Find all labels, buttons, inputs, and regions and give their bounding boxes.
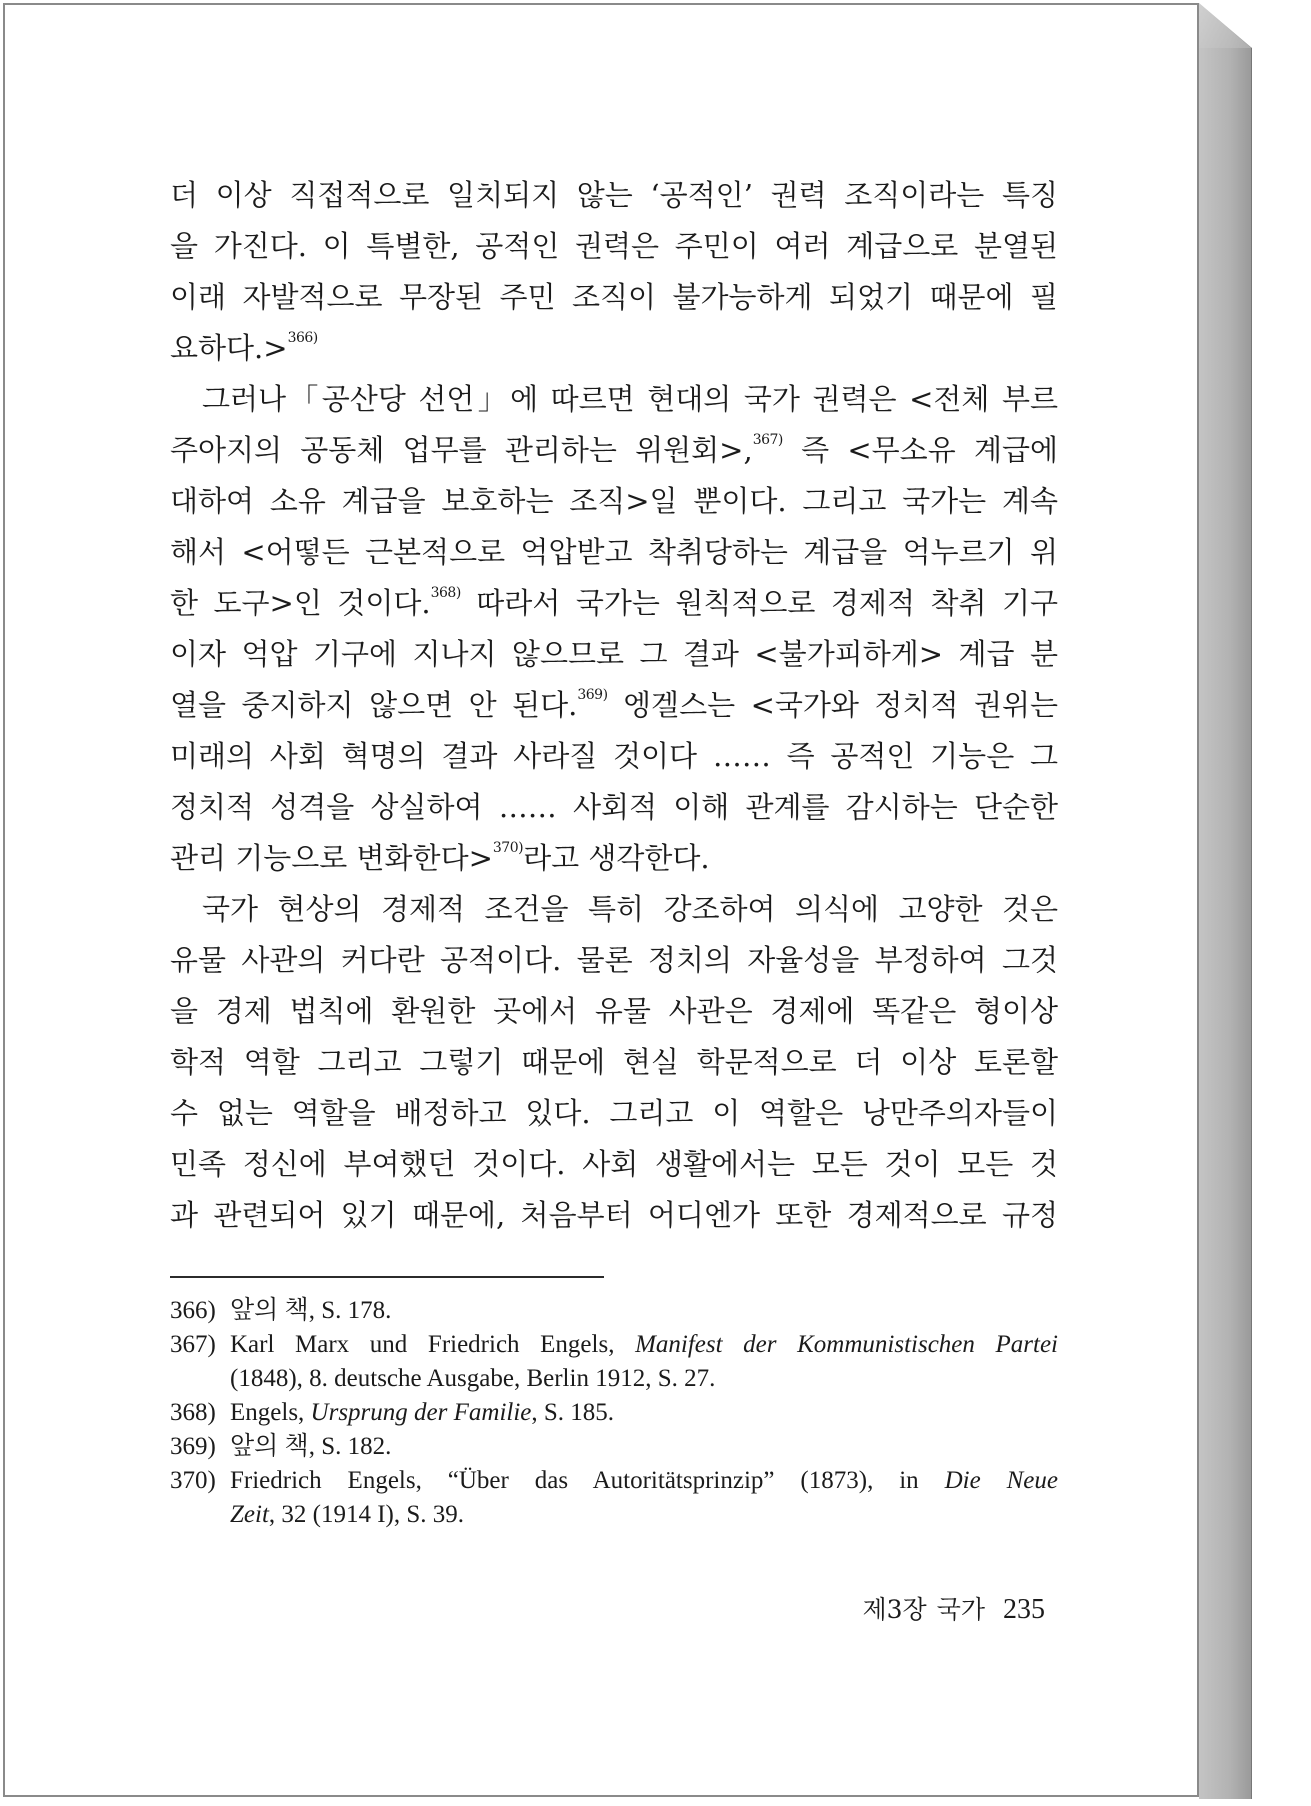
chapter-label: 제3장 bbox=[862, 1595, 927, 1624]
footnote-number: 366) bbox=[170, 1297, 216, 1324]
text-line: 유물 사관의 커다란 공적이다. 물론 정치의 자율성을 부정하여 그것 bbox=[170, 943, 1058, 977]
footnote-ref-369: 369) bbox=[577, 687, 608, 703]
footnote-title: Die Neue bbox=[944, 1467, 1058, 1494]
footnote-line bbox=[230, 1498, 1058, 1532]
footnote-367 bbox=[170, 1328, 1058, 1396]
text-fragment: 열을 중지하지 않으면 안 된다. bbox=[170, 688, 578, 722]
body-text bbox=[170, 170, 1058, 1241]
footnote-370 bbox=[170, 1464, 1058, 1532]
text-line bbox=[170, 884, 1058, 935]
footnote-text bbox=[230, 1396, 1058, 1430]
text-fragment: 그러나「공산당 선언」에 따르면 현대의 국가 권력은 <전체 부르 bbox=[202, 382, 1058, 416]
text-line: 이자 억압 기구에 지나지 않으므로 그 결과 <불가피하게> 계급 분 bbox=[170, 637, 1058, 671]
text-fragment: 라고 생각한다. bbox=[523, 841, 710, 875]
page-number: 235 bbox=[1003, 1594, 1045, 1625]
footnote-number: 369) bbox=[170, 1433, 216, 1460]
text-line: 과 관련되어 있기 때문에, 처음부터 어디엔가 또한 경제적으로 규정 bbox=[170, 1198, 1058, 1232]
footnote-title: Ursprung der Familie bbox=[310, 1399, 532, 1426]
text-line: 정치적 성격을 상실하여 …… 사회적 이해 관계를 감시하는 단순한 bbox=[170, 790, 1058, 824]
footnote-text: 앞의 책, S. 178. bbox=[230, 1297, 392, 1324]
footnote-ref-366: 366) bbox=[287, 330, 318, 346]
footnotes bbox=[170, 1294, 1058, 1532]
footnote-number: 367) bbox=[170, 1331, 216, 1358]
text-line: 민족 정신에 부여했던 것이다. 사회 생활에서는 모든 것이 모든 것 bbox=[170, 1147, 1058, 1181]
footnote-369 bbox=[170, 1430, 1058, 1464]
footnote-title: Zeit bbox=[230, 1501, 269, 1528]
text-line: 해서 <어떻든 근본적으로 억압받고 착취당하는 계급을 억누르기 위 bbox=[170, 535, 1058, 569]
book-spine-top bbox=[1199, 3, 1251, 49]
text-line bbox=[170, 374, 1058, 425]
text-line: 더 이상 직접적으로 일치되지 않는 ‘공적인’ 권력 조직이라는 특징 bbox=[170, 178, 1058, 212]
text-line: 을 경제 법칙에 환원한 곳에서 유물 사관은 경제에 똑같은 형이상 bbox=[170, 994, 1058, 1028]
text-fragment: 한 도구>인 것이다. bbox=[170, 586, 431, 620]
text-line: 학적 역할 그리고 그렇기 때문에 현실 학문적으로 더 이상 토론할 bbox=[170, 1045, 1058, 1079]
footnote-line bbox=[230, 1328, 1058, 1362]
chapter-title: 국가 bbox=[936, 1595, 985, 1624]
paragraph-2 bbox=[170, 374, 1058, 884]
footnote-368 bbox=[170, 1396, 1058, 1430]
paragraph-3 bbox=[170, 884, 1058, 1241]
footnote-separator bbox=[170, 1276, 604, 1278]
text-line: 수 없는 역할을 배정하고 있다. 그리고 이 역할은 낭만주의자들이 bbox=[170, 1096, 1058, 1130]
footnote-fragment: Engels, bbox=[230, 1399, 311, 1426]
text-fragment: 관리 기능으로 변화한다> bbox=[170, 841, 493, 875]
footnote-ref-367: 367) bbox=[752, 432, 783, 448]
footnote-title: Manifest der Kommunistischen Partei bbox=[635, 1331, 1058, 1358]
footnote-fragment: , S. 185. bbox=[531, 1399, 615, 1426]
text-fragment: 즉 <무소유 계급에 bbox=[782, 433, 1058, 467]
footnote-ref-368: 368) bbox=[430, 585, 461, 601]
text-line bbox=[170, 425, 1058, 476]
text-line bbox=[170, 578, 1058, 629]
text-fragment: 주아지의 공동체 업무를 관리하는 위원회>, bbox=[170, 433, 753, 467]
footnote-fragment: Friedrich Engels, “Über das Autoritätsprinzip” (1873), in bbox=[230, 1467, 945, 1494]
book-spine bbox=[1199, 3, 1252, 1799]
footnote-text: 앞의 책, S. 182. bbox=[230, 1433, 392, 1460]
footnote-fragment: , 32 (1914 I), S. 39. bbox=[268, 1501, 465, 1528]
text-line: 미래의 사회 혁명의 결과 사라질 것이다 …… 즉 공적인 기능은 그 bbox=[170, 739, 1058, 773]
footnote-number: 368) bbox=[170, 1399, 216, 1426]
footnote-text bbox=[230, 1328, 1058, 1396]
text-line bbox=[170, 833, 1058, 884]
footnote-text bbox=[230, 1464, 1058, 1532]
text-line: 을 가진다. 이 특별한, 공적인 권력은 주민이 여러 계급으로 분열된 bbox=[170, 229, 1058, 263]
text-fragment: 따라서 국가는 원칙적으로 경제적 착취 기구 bbox=[460, 586, 1058, 620]
footnote-fragment: Karl Marx und Friedrich Engels, bbox=[230, 1331, 636, 1358]
footnote-line: (1848), 8. deutsche Ausgabe, Berlin 1912, S. 27. bbox=[230, 1365, 716, 1392]
footnote-ref-370: 370) bbox=[492, 840, 524, 856]
footnote-366 bbox=[170, 1294, 1058, 1328]
text-line: 이래 자발적으로 무장된 주민 조직이 불가능하게 되었기 때문에 필 bbox=[170, 280, 1058, 314]
footnote-line bbox=[230, 1464, 1058, 1498]
text-line bbox=[170, 323, 1058, 374]
running-footer bbox=[852, 1590, 1045, 1626]
text-fragment: 국가 현상의 경제적 조건을 특히 강조하여 의식에 고양한 것은 bbox=[202, 892, 1058, 926]
text-line: 대하여 소유 계급을 보호하는 조직>일 뿐이다. 그리고 국가는 계속 bbox=[170, 484, 1058, 518]
footnote-number: 370) bbox=[170, 1467, 216, 1494]
text-line bbox=[170, 680, 1058, 731]
text-fragment: 요하다.> bbox=[170, 331, 288, 365]
paragraph-1 bbox=[170, 170, 1058, 374]
text-fragment: 엥겔스는 <국가와 정치적 권위는 bbox=[607, 688, 1058, 722]
